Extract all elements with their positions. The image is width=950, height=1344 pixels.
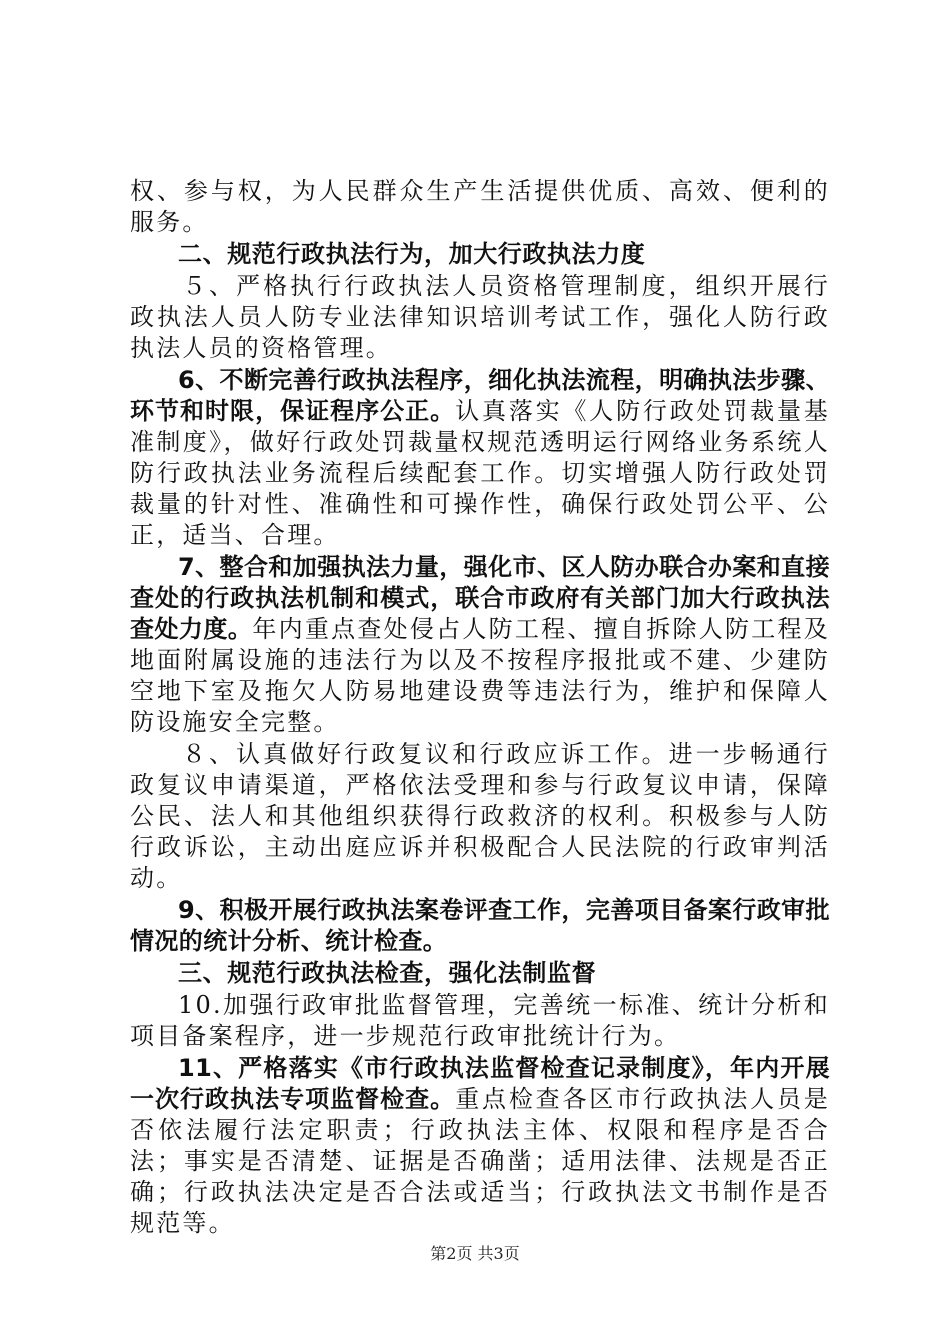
paragraph-item-8: ８、认真做好行政复议和行政应诉工作。进一步畅通行政复议申请渠道，严格依法受理和参与行政复议申请，保障公民、法人和其他组织获得行政救济的权利。积极参与人防行政诉讼，主动出庭应诉并积极配合人民法院的行政审判活动。	[130, 740, 830, 892]
item-11-body: 重点检查各区市行政执法人员是否依法履行法定职责；行政执法主体、权限和程序是否合法；事实是否清楚、证据是否确凿；适用法律、法规是否正确；行政执法决定是否合法或适当；行政执法文书制作是否规范等。	[130, 1085, 830, 1237]
item-11-lead: 11、严格落实《市行政执法监督检查记录制度》，年内开展一次行政执法专项监督检查。	[130, 1054, 830, 1113]
paragraph-item-6	[130, 365, 830, 551]
paragraph-item-5: ５、严格执行行政执法人员资格管理制度，组织开展行政执法人员人防专业法律知识培训考试工作，强化人防行政执法人员的资格管理。	[130, 272, 830, 362]
paragraph-continuation: 权、参与权，为人民群众生产生活提供优质、高效、便利的服务。	[130, 177, 830, 236]
paragraph-item-11	[130, 1053, 830, 1239]
section-heading-3: 三、规范行政执法检查，强化法制监督	[178, 959, 597, 987]
section-heading-2: 二、规范行政执法行为，加大行政执法力度	[178, 240, 646, 268]
item-7-body: 年内重点查处侵占人防工程、擅自拆除人防工程及地面附属设施的违法行为以及不按程序报批或不建、少建防空地下室及拖欠人防易地建设费等违法行为，维护和保障人防设施安全完整。	[130, 615, 830, 736]
paragraph-item-10: 10.加强行政审批监督管理，完善统一标准、统计分析和项目备案程序，进一步规范行政审批统计行为。	[130, 991, 830, 1050]
item-6-lead: 6、不断完善行政执法程序，细化执法流程，明确执法步骤、环节和时限，保证程序公正。	[130, 366, 830, 425]
item-7-lead: 7、整合和加强执法力量，强化市、区人防办联合办案和直接查处的行政执法机制和模式，联合市政府有关部门加大行政执法查处力度。	[130, 553, 830, 643]
item-6-body: 认真落实《人防行政处罚裁量基准制度》，做好行政处罚裁量权规范透明运行网络业务系统人防行政执法业务流程后续配套工作。切实增强人防行政处罚裁量的针对性、准确性和可操作性，确保行政处罚公平、公正，适当、合理。	[130, 397, 830, 549]
page-footer: 第2页 共3页	[430, 1244, 520, 1263]
paragraph-item-9: 9、积极开展行政执法案卷评查工作，完善项目备案行政审批情况的统计分析、统计检查。	[130, 896, 830, 955]
document-body	[130, 176, 830, 1240]
paragraph-item-7	[130, 552, 830, 738]
